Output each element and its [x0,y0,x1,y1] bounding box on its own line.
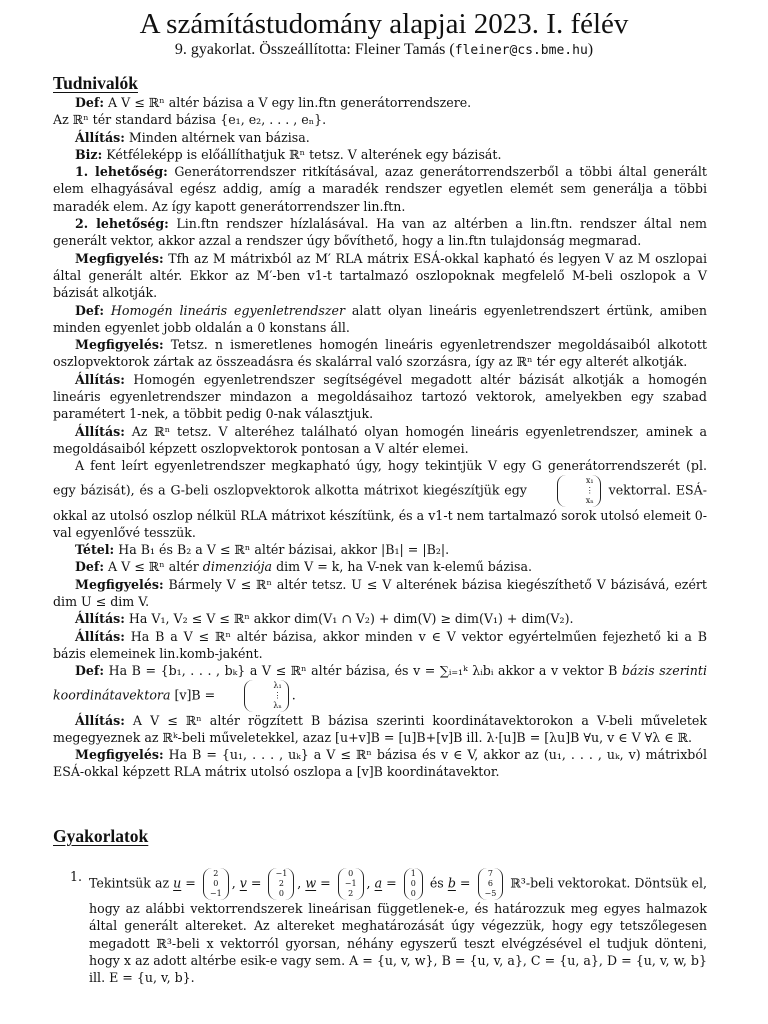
para-text: A V ≤ ℝⁿ altér bázisa a V egy lin.ftn generátorrendszere. [108,95,472,110]
option-2 [53,215,707,250]
observation-rla [53,250,707,302]
label-tetel: Tétel: [75,542,115,558]
para-text: A V ≤ ℝⁿ altér [108,559,199,575]
vector-entry: xₙ [585,495,594,505]
para-text: Tfh az M mátrixból az M′ RLA mátrix ESÁ-okkal kapható és legyen V az M oszlopai által generált altér. Ekkor az M′-ben v1-t tartalmazó oszlopoknak megfelelő M-beli oszlopok a V bázisát alkotják. [53,250,707,301]
observation-closed [53,336,707,371]
para-text: alatt olyan lineáris egyenletrendszert értünk, amiben minden egyenlet jobb oldalán a 0 konstans áll. [53,302,707,335]
definition-coordinate-vector: Def: Ha B = {b₁, . . . , bₖ} a V ≤ ℝⁿ altér bázisa, és v = ∑ᵢ₌₁ᵏ λᵢbᵢ akkor a v vektor B bázis szerinti koordinátavektora [v]B = λ₁ ⋮ λₙ . [53,663,707,710]
claim-subspace-system [53,423,707,458]
label-megfigyeles: Megfigyelés: [75,576,164,592]
label-def: Def: [75,559,105,575]
subtitle-text: 9. gyakorlat. Összeállította: Fleiner Tamás ( [174,41,455,58]
exercise-lead: Tekintsük az [89,875,170,891]
vector-w [338,868,364,900]
proof [53,146,707,163]
definition-dimension [53,558,707,575]
vector-entry: −5 [484,889,497,898]
vector-entry: λ₁ [273,680,282,690]
vector-v [268,868,294,900]
subtitle-close: ) [587,41,594,58]
vector-b [478,868,504,900]
para-text: Bármely V ≤ ℝⁿ altér tetsz. U ≤ V alterének bázisa kiegészíthető V bázisává, ezért dim U ≤ dim V. [53,576,707,610]
para-text: Ha B₁ és B₂ a V ≤ ℝⁿ altér bázisai, akkor |B₁| = |B₂|. [118,542,450,558]
vector-entry: 2 [348,889,354,898]
observation-coordinate-computation [53,746,707,781]
standard-basis: Az ℝⁿ tér standard bázisa {e₁, e₂, . . . , eₙ}. [53,112,327,128]
exercise-rest: vektorokat. Döntsük el, hogy az alábbi vektorrendszerek lineárisan függetlenek-e, és határozzuk meg egyes halmazok által generált altereket. Az altereket meghatározását úgy végezzük, hogy egy tetszőlegesen megadott ℝ³-beli x vektorról gyorsan, néhány egyszerű teszt elvégzésével el tudjuk dönteni, hogy x az adott altérbe esik-e vagy sem. A = {u, v, w}, B = {u, v, a}, C = {u, a}, D = {u, v, w, b} ill. E = {u, v, b}. [89,875,707,986]
label-megfigyeles: Megfigyelés: [75,337,164,353]
term-dimension: dimenziója [202,559,273,575]
vector-entry: ⋮ [273,690,282,700]
page-title: A számítástudomány alapjai 2023. I. félév [139,8,629,40]
label-allitas: Állítás: [75,611,125,627]
vector-x [535,475,601,507]
label-def: Def: [75,95,105,110]
para-text: [v]B = [174,687,216,702]
construction-paragraph [53,457,707,541]
para-text: A V ≤ ℝⁿ altér rögzített B bázisa szerinti koordinátavektorokon a V-beli műveletek megegyeznek az ℝᵏ-beli műveletekkel, azaz [u+v]B = [u]B+[v]B ill. λ·[u]B = [λu]B ∀u, v ∈ V ∀λ ∈ ℝ. [53,712,707,745]
option-1 [53,163,707,215]
vector-a [404,868,423,900]
label-def: Def: [75,302,105,318]
exercise-text: Tekintsük az u = 2 0 −1 , v = −1 2 0 , w = 0 −1 2 , a = 1 0 0 és b = 7 6 −5 ℝ³-beli vektorokat. Döntsük el, hogy az alábbi vektorrendszerek lineárisan függetlenek-e, és határozzuk meg egyes halmazok által generált altereket. Az altereket meghatározását úgy végezzük, hogy egy tetszőlegesen megadott ℝ³-beli x vektorról gyorsan, néhány egyszerű teszt elvégzésével el tudjuk dönteni, hogy x az adott altérbe esik-e vagy sem. A = {u, v, w}, B = {u, v, a}, C = {u, a}, D = {u, v, w, b} ill. E = {u, v, b}. [89,869,707,986]
para-text: Ha B = {b₁, . . . , bₖ} a V ≤ ℝⁿ altér bázisa, és v = ∑ᵢ₌₁ᵏ λᵢbᵢ akkor a v vektor B [108,663,618,679]
para-text: Ha B = {u₁, . . . , uₖ} a V ≤ ℝⁿ bázisa és v ∈ V, akkor az (u₁, . . . , uₖ, v) mátrixból ESÁ-okkal képzett RLA mátrix utolsó oszlopa a [v]B koordinátavektor. [53,747,707,780]
vector-entry: 0 [410,889,416,898]
label-allitas: Állítás: [75,628,125,644]
vector-lambda [222,680,289,712]
label-allitas: Állítás: [75,712,125,728]
vector-entry: 0 [348,869,354,878]
vector-entry: −1 [209,889,222,898]
term-coordinate-vector: bázis szerinti koordinátavektora [53,663,707,702]
vector-entry: 7 [487,869,493,878]
para-text: Tetsz. n ismeretlenes homogén lineáris egyenletrendszer megoldásaiból alkotott oszlopvektorok zártak az összeadásra és skalárral való szorzásra, így az ℝⁿ tér egy alterét alkotják. [53,337,707,370]
claim-unique-combination [53,628,707,663]
claim-homogeneous-basis [53,371,707,423]
author-email: fleiner@cs.bme.hu [454,43,588,58]
label-option-1: 1. lehetőség: [75,164,168,180]
theorem-basis-size [53,541,707,558]
label-allitas: Állítás: [75,371,125,387]
para-text: dim V = k, ha V-nek van k-elemű bázisa. [276,559,533,575]
exercise-1 [70,868,707,986]
claim-coordinate-operations [53,712,707,747]
para-text: Kétféleképp is előállíthatjuk ℝⁿ tetsz. V alterének egy bázisát. [106,146,502,162]
vector-u [203,868,229,900]
para-text: Ha B a V ≤ ℝⁿ altér bázisa, akkor minden v ∈ V vektor egyértelműen fejezhető ki a B bázis elemeinek lin.komb-jaként. [53,628,707,661]
section-heading-gyakorlatok: Gyakorlatok [53,826,149,846]
label-def: Def: [75,663,105,679]
page-subtitle [0,40,768,61]
para-text: Ha V₁, V₂ ≤ V ≤ ℝⁿ akkor dim(V₁ ∩ V₂) + dim(V) ≥ dim(V₁) + dim(V₂). [128,611,574,627]
label-megfigyeles: Megfigyelés: [75,250,164,266]
vector-entry: 0 [278,889,284,898]
exercise-number: 1. [70,869,83,884]
vector-entry: λₙ [273,700,282,710]
label-allitas: Állítás: [75,129,125,145]
vector-entry: −1 [275,869,288,878]
section-heading-tudnivalok: Tudnivalók [53,73,138,93]
term-homogeneous: Homogén lineáris egyenletrendszer [110,302,345,318]
vector-entry: 0 [410,879,416,888]
vector-entry: x₁ [585,475,594,485]
vector-entry: 0 [213,879,219,888]
para-text: A fent leírt egyenletrendszer megkapható úgy, hogy tekintjük V egy G generátorrendszerét (pl. egy bázisát), és a G-beli oszlopvektorok alkotta mátrixot kiegészítjük egy [53,458,707,498]
claim-basis-exists [53,129,707,146]
para-text: Az ℝⁿ tetsz. V alteréhez található olyan homogén lineáris egyenletrendszer, aminek a megoldásaiból képzett oszlopvektorok pontosan a V altér elemei. [53,423,707,456]
vector-entry: 2 [213,869,219,878]
claim-dimension-inequality [53,610,707,627]
tudnivalok-body [53,94,707,781]
para-text: Minden altérnek van bázisa. [128,129,310,145]
para-text: vektorral. ESÁ-okkal az utolsó oszlop nélkül RLA mátrixot készítünk, és a v1-t nem tartalmazó sorok utolsó elemeit 0-val egyenlővé tesszük. [53,482,707,540]
para-text: Lin.ftn rendszer hízlalásával. Ha van az altérben a lin.ftn. rendszer által nem generált vektor, akkor azzal a rendszer úgy bővíthető, hogy a lin.ftn tulajdonság megmarad. [53,216,707,249]
vector-entry: 1 [410,869,416,878]
label-biz: Biz: [75,146,103,162]
definition-basis [53,94,707,111]
label-megfigyeles: Megfigyelés: [75,747,164,763]
vector-entry: −1 [344,879,357,888]
vector-entry: ⋮ [585,485,594,495]
para-text: Homogén egyenletrendszer segítségével megadott altér bázisát alkotják a homogén lineáris egyenletrendszer mindazon a megoldásaihoz tartozó vektorok, amelyekben egy szabad paramétert 1-nek, a többit pedig 0-nak választjuk. [53,371,707,422]
label-option-2: 2. lehetőség: [75,216,169,232]
vector-entry: 2 [278,879,284,888]
exercise-tail: ℝ³-beli [510,875,554,891]
label-allitas: Állítás: [75,423,125,439]
observation-dimension [53,576,707,611]
para-text: Generátorrendszer ritkításával, azaz generátorrendszerből a többi által generált elem elhagyásával egész addig, amíg a maradék rendszer egyetlen elemét sem generálja a többi maradék elem. Az így kapott generátorrendszer lin.ftn. [53,164,707,214]
vector-entry: 6 [487,879,493,888]
definition-homogeneous [53,302,707,337]
